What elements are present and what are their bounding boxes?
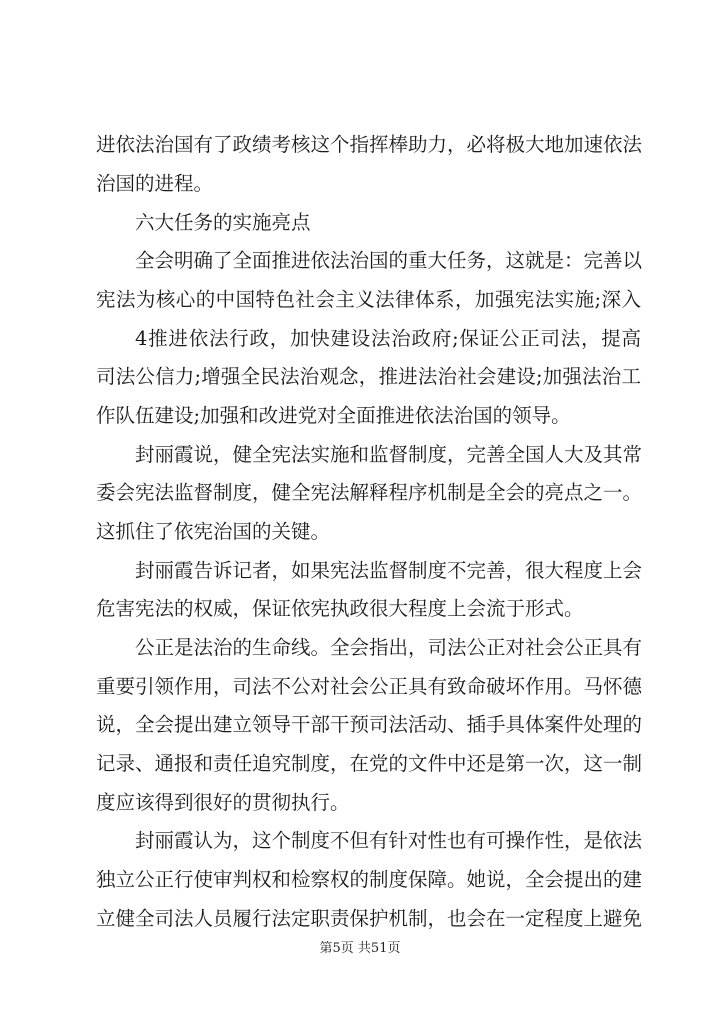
text-line: 危害宪法的权威，保证依宪执政很大程度上会流于形式。 xyxy=(96,597,584,620)
text-line: 委会宪法监督制度，健全宪法解释程序机制是全会的亮点之一。 xyxy=(96,481,643,504)
page-number-footer: 第5页 共51页 xyxy=(319,941,401,956)
text-line: 宪法为核心的中国特色社会主义法律体系，加强宪法实施;深入 xyxy=(96,288,641,311)
text-line: 治国的进程。 xyxy=(96,172,214,195)
text-line: 全会明确了全面推进依法治国的重大任务，这就是：完善以 xyxy=(135,249,643,272)
text-line: 封丽霞认为，这个制度不但有针对性也有可操作性，是依法 xyxy=(135,829,643,852)
text-line: 立健全司法人员履行法定职责保护机制，也会在一定程度上避免 xyxy=(96,907,643,930)
text-line: 4推进依法行政，加快建设法治政府;保证公正司法，提高 xyxy=(135,327,641,350)
text-line: 司法公信力;增强全民法治观念，推进法治社会建设;加强法治工 xyxy=(96,365,641,388)
text-line: 重要引领作用，司法不公对社会公正具有致命破坏作用。马怀德 xyxy=(96,675,643,698)
text-line: 封丽霞告诉记者，如果宪法监督制度不完善，很大程度上会 xyxy=(135,559,643,582)
text-line: 说，全会提出建立领导干部干预司法活动、插手具体案件处理的 xyxy=(96,713,643,736)
text-line: 度应该得到很好的贯彻执行。 xyxy=(96,791,350,814)
text-line: 封丽霞说，健全宪法实施和监督制度，完善全国人大及其常 xyxy=(135,443,643,466)
section-heading: 六大任务的实施亮点 xyxy=(135,211,311,234)
text-line: 这抓住了依宪治国的关键。 xyxy=(96,520,331,543)
text-line: 独立公正行使审判权和检察权的制度保障。她说，全会提出的建 xyxy=(96,868,643,891)
text-line: 进依法治国有了政绩考核这个指挥棒助力，必将极大地加速依法 xyxy=(96,133,643,156)
text-line: 记录、通报和责任追究制度，在党的文件中还是第一次，这一制 xyxy=(96,752,643,775)
text-line: 公正是法治的生命线。全会指出，司法公正对社会公正具有 xyxy=(135,636,643,659)
text-line: 作队伍建设;加强和改进党对全面推进依法治国的领导。 xyxy=(96,404,571,427)
